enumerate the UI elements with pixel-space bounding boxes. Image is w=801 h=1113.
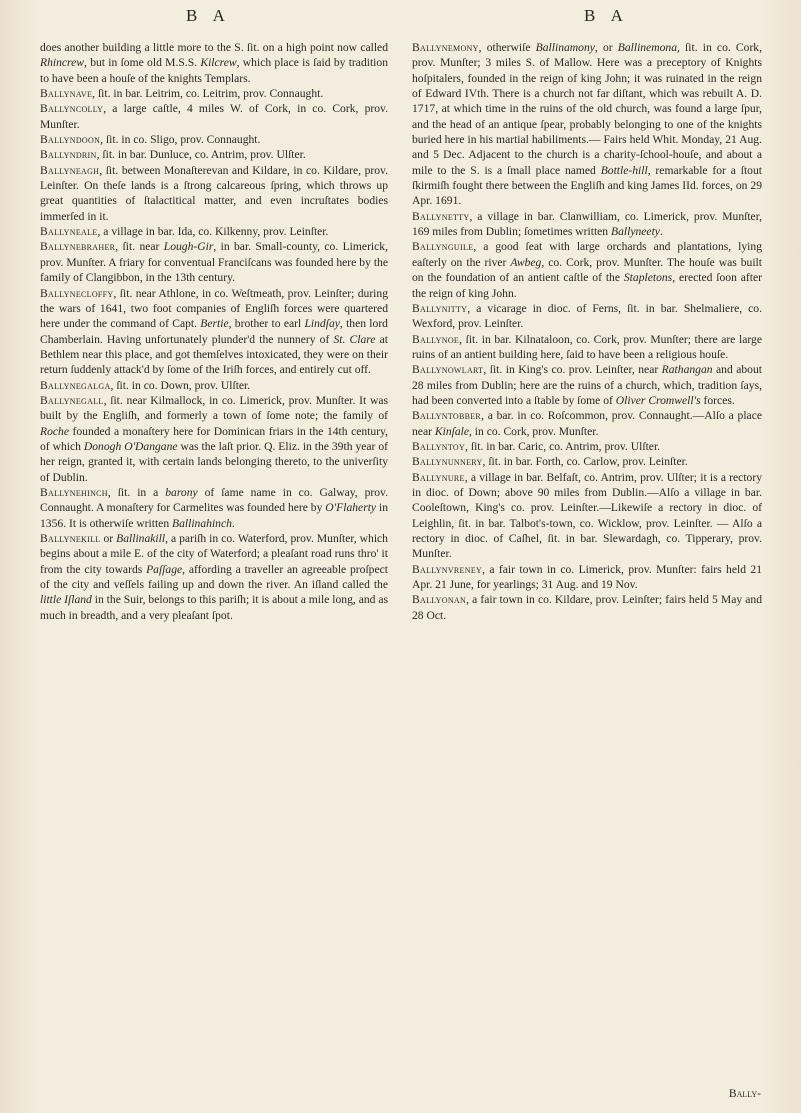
entry-text: , a vicarage in dioc. of Ferns, ſit. in bar. Shelmaliere, co. Wexford, prov. Leinſter. [412,301,762,331]
dictionary-entry [40,531,388,623]
entry-headword: Ballyneale [40,225,98,239]
entry-headword: Ballyndoon [40,133,101,147]
entry-italic: Kilcrew [200,56,237,70]
entry-headword: Ballyntoy [412,439,466,453]
entry-headword: Ballynemony [412,41,479,54]
entry-text: does another building a little more to the S. ſit. on a high point now called [40,41,388,54]
entry-italic: Roche [40,424,69,438]
left-column [40,40,388,623]
dictionary-entry [40,286,388,378]
entry-text: , ſit. near [115,240,164,254]
catchword: Bally- [728,1087,761,1100]
entry-headword: Ballynoe [412,332,460,346]
entry-text: in 1356. It is otherwiſe written [40,501,388,530]
entry-text: forces. [700,393,735,407]
entry-italic: O'Flaherty [325,501,377,515]
entry-text: or [100,532,117,545]
dictionary-entry [40,101,388,132]
entry-text: , a fair town in co. Kildare, prov. Leinſter; fairs held 5 May and 28 Oct. [412,593,762,622]
dictionary-entry [412,362,762,408]
entry-italic: Ballinakill [116,532,166,545]
dictionary-entry [412,439,762,454]
entry-text: and about 28 miles from Dublin; here are the ruins of a church, which, tradition ſays, had been converted into a ſtable by ſome of [412,363,762,407]
entry-text: , a good ſeat with large orchards and plantations, lying eaſterly on the river [412,240,762,269]
entry-text: , a pariſh in co. Waterford, prov. Munſter, which begins about a mile E. of the city of Waterford; a pleaſant road runs thro' it from the city towards [40,532,388,576]
dictionary-entry [40,147,388,162]
entry-headword: Ballynetty [412,209,470,223]
entry-headword: Ballynure [412,470,465,484]
entry-headword: Ballynvreney [412,562,483,576]
dictionary-entry [412,454,762,469]
running-head-left: B A [186,6,231,25]
entry-text: , a large caſtle, 4 miles W. of Cork, in co. Cork, prov. Munſter. [40,102,388,131]
entry-headword: Ballynave [40,87,93,101]
entry-text: , or [594,41,618,54]
entry-text: of ſame name in co. Galway, prov. Connaught. A monaſtery for Carmelites was founded here by [40,485,389,515]
entry-italic: Lindſay [304,317,340,331]
entry-headword: Ballynegalga [40,378,111,392]
entry-text: , ſit. near Kilmallock, in co. Limerick, prov. Munſter. It was built by the Engliſh, and formerly a town of ſome note; the family of [40,393,388,423]
entry-italic: Donogh O'Dangane [83,439,178,453]
entry-headword: Ballynebraher [40,240,116,254]
dictionary-entry [40,378,388,393]
dictionary-entry [40,485,388,531]
entry-text: , ſit. in bar. Caric, co. Antrim, prov. Ulſter. [465,439,661,453]
entry-text: , ſit. in a [107,485,166,499]
entry-headword: Ballyntobber [412,409,482,423]
entry-text: . [231,516,235,530]
running-head-right: B A [584,6,629,25]
entry-text: , ſit. in co. Cork, prov. Munſter; 3 miles S. of Mallow. Here was a preceptory of Knights hoſpitalers, founded in the reign of king John; it was ruinated in the reign of Edward IVth. There is a church not far diſtant, which was rebuilt A. D. 1717, at which time in the ruins of the old church, was found a large ſpur, and the head of an antique ſpear, probably belonging to one of the knights buried here in his martial habiliments.— Fairs held Whit. Monday, 21 Aug. and 5 Dec. Adjacent to the church is a charity-ſchool-houſe, and about a mile to the S. is a ſmall place named [412,41,763,177]
entry-italic: Rathangan [661,363,713,377]
entry-headword: Ballyncolly [40,102,104,116]
dictionary-entry [40,393,388,485]
dictionary-entry [412,332,762,363]
entry-text: . [659,225,663,239]
entry-text: founded a monaſtery here for Dominican friars in the 14th century, of which [40,424,388,453]
entry-text: in the Suir, belongs to this pariſh; it is about a mile long, and as much in breadth, and a very pleaſant ſpot. [40,593,388,622]
entry-headword: Ballynunnery [412,455,483,469]
entry-text: , affording a traveller an agreeable proſpect of the city and veſſels failing up and down the river. An iſland called the [40,562,388,592]
entry-headword: Ballynekill [40,532,101,545]
entry-text: , ſit. in bar. Leitrim, co. Leitrim, prov. Connaught. [92,87,324,101]
entry-text: , ſit. in co. Down, prov. Ulſter. [110,378,251,392]
entry-text: , which place is ſaid by tradition to have been a houſe of the knights Templars. [40,56,388,85]
dictionary-entry [412,470,762,562]
dictionary-entry [40,239,388,285]
dictionary-entry [40,86,388,101]
entry-text: , a bar. in co. Roſcommon, prov. Connaught.—Alſo a place near [412,409,762,438]
entry-text: , otherwiſe [478,41,536,54]
entry-headword: Ballyndrin [40,148,97,162]
entry-italic: Oliver Cromwell's [615,393,701,407]
running-head [0,6,801,34]
entry-italic: Ballinemona [617,41,678,54]
entry-text: , ſit. in co. Sligo, prov. Connaught. [100,133,261,147]
entry-headword: Ballynguile [412,240,474,254]
entry-headword: Ballynehinch [40,485,108,499]
right-column [412,40,762,623]
entry-text: , then lord Chamberlain. Having unfortunately plunder'd the nunnery of [40,317,388,346]
entry-text: , co. Cork, prov. Munſter. The houſe was built on the foundation of an antient caſtle of the [412,255,762,285]
entry-text: , erected ſoon after the reign of king John. [412,271,762,300]
entry-italic: Lough-Gir [163,240,214,254]
entry-text: , ſit. in bar. Forth, co. Carlow, prov. Leinſter. [482,455,688,469]
entry-italic: Paſſage [146,562,183,576]
entry-text: , ſit. in bar. Kilnataloon, co. Cork, prov. Munſter; there are large ruins of an antient building here, ſaid to have been a religious houſe. [412,332,762,361]
entry-text: , ſit. in King's co. prov. Leinſter, near [483,363,662,377]
entry-italic: Awbeg [510,255,542,269]
entry-headword: Ballynowlart [412,363,484,377]
entry-headword: Ballyneclоffy [40,286,114,300]
dictionary-entry [40,132,388,147]
entry-italic: Bertie [200,317,229,331]
entry-text: , ſit. in bar. Dunluce, co. Antrim, prov. Ulſter. [96,148,306,162]
entry-headword: Ballynegall [40,393,104,407]
entry-text: , a village in bar. Ida, co. Kilkenny, prov. Leinſter. [97,225,329,239]
entry-italic: Kinſale [434,424,469,438]
entry-italic: Bottle-hill [600,163,648,177]
entry-italic: little Iſland [40,593,92,607]
dictionary-entry [412,209,762,240]
entry-italic: Ballinamony [535,41,595,54]
entry-italic: St. Clare [333,332,376,346]
dictionary-entry [412,239,762,300]
entry-text: was the laſt prior. Q. Eliz. in the 39th year of her reign, granted it, with certain lands belonging thereto, to the univerſity of Dublin. [40,439,388,484]
dictionary-entry [412,562,762,593]
entry-headword: Ballynitty [412,301,468,315]
entry-italic: Ballinahinch [172,516,232,530]
dictionary-entry [412,408,762,439]
entry-italic: barony [165,485,198,499]
entry-text: , but in ſome old M.S.S. [84,56,201,70]
entry-text: , brother to earl [228,317,305,331]
entry-text: at Bethlem near this place, and got themſelves intoxicated, they were on their return ſuddenly attack'd by ſome of the Iriſh forces, and entirely cut off. [40,332,389,377]
entry-text: , ſit. near Athlone, in co. Weſtmeath, prov. Leinſter; during the wars of 1641, two foot companies of Engliſh forces were quartered here under the command of Capt. [40,286,388,331]
entry-italic: Ballyneety [611,225,660,239]
dictionary-entry [412,592,762,623]
entry-text: , a village in bar. Clanwilliam, co. Limerick, prov. Munſter, 169 miles from Dublin; ſometimes written [412,209,762,239]
dictionary-entry [412,301,762,332]
entry-text: , remarkable for a ſtout ſkirmiſh fought there between the Engliſh and king James IId. forces, on 29 Apr. 1691. [412,163,762,208]
entry-italic: Rhincrew [40,56,85,70]
entry-italic: Stapletons [623,271,673,285]
entry-text: , ſit. between Monaſterevan and Kildare, in co. Kildare, prov. Leinſter. On theſe lands is a ſtrong calcareous ſpring, which throws up great quantities of ſtalactitical matter, and even incruſtates bodies immerſed in it. [40,163,388,223]
entry-text: , a village in bar. Belfaſt, co. Antrim, prov. Ulſter; it is a rectory in dioc. of Down; above 90 miles from Dublin.—Alſo a village in bar. Cooleſtown, King's co. prov. Leinſter.—Likewiſe a rectory in dioc. of Leighlin, ſit. in bar. Talbot's-town, co. Wicklow, prov. Leinſter. — Alſo a rectory in dioc. of Caſhel, ſit. in bar. Slewardagh, co. Tipperary, prov. Munſter. [412,470,762,561]
dictionary-entry [40,224,388,239]
dictionary-entry [40,40,388,86]
entry-text: , in co. Cork, prov. Munſter. [469,424,599,438]
entry-text: , in bar. Small-county, co. Limerick, prov. Munſter. A friary for conventual Franciſcans was founded here by the family of Clangibbon, in the 13th century. [40,240,388,285]
entry-headword: Ballyneagh [40,163,100,177]
dictionary-entry [40,163,388,224]
dictionary-entry [412,40,762,209]
entry-text: , a fair town in co. Limerick, prov. Munſter: fairs held 21 Apr. 21 June, for yearlings; 31 Aug. and 19 Nov. [412,562,762,592]
entry-headword: Ballyonan [412,593,467,607]
